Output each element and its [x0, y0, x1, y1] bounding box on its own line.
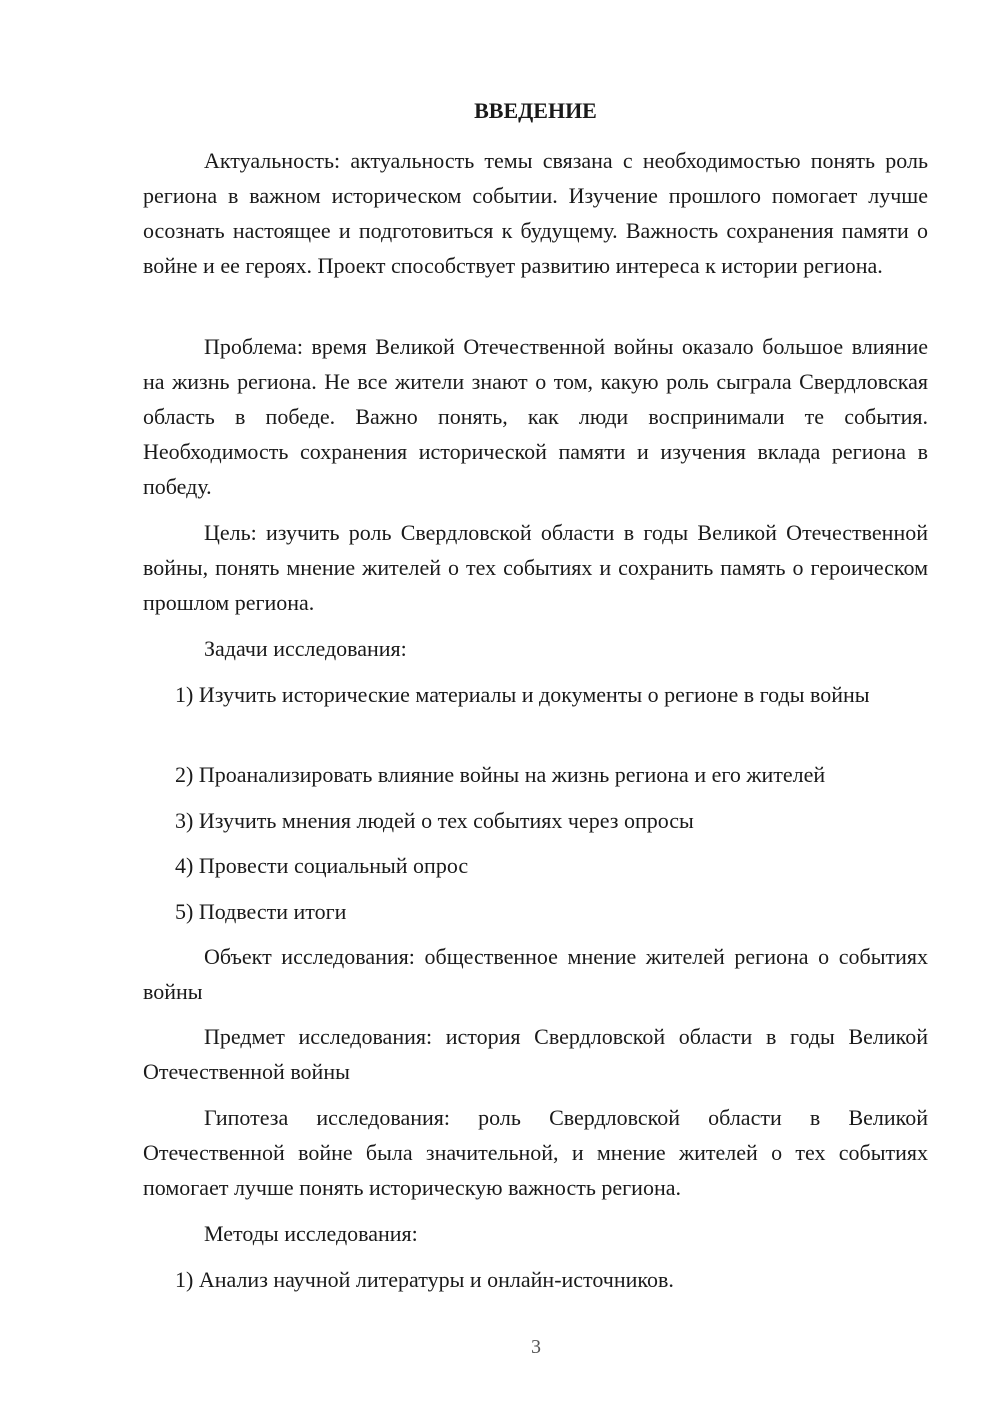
goal-paragraph: Цель: изучить роль Свердловской области в годы Великой Отечественной войны, понять мнение жителей о тех событиях и сохранить память о героическом прошлом региона.	[143, 520, 928, 615]
tasks-heading: Задачи исследования:	[204, 636, 407, 661]
page-title: ВВЕДЕНИЕ	[474, 98, 597, 123]
task-item-4: 4) Провести социальный опрос	[175, 853, 469, 878]
task-item-2: 2) Проанализировать влияние войны на жизнь региона и его жителей	[175, 762, 826, 787]
task-item-1: 1) Изучить исторические материалы и документы о регионе в годы войны	[175, 682, 870, 707]
object-paragraph: Объект исследования: общественное мнение жителей региона о событиях войны	[143, 944, 928, 1004]
method-item-1: 1) Анализ научной литературы и онлайн-источников.	[175, 1267, 674, 1292]
relevance-paragraph: Актуальность: актуальность темы связана с необходимостью понять роль региона в важном историческом событии. Изучение прошлого помогает лучше осознать настоящее и подготовиться к будущему. Важность сохранения памяти о войне и ее героях. Проект способствует развитию интереса к истории региона.	[143, 148, 928, 278]
problem-paragraph: Проблема: время Великой Отечественной войны оказало большое влияние на жизнь региона. Не все жители знают о том, какую роль сыграла Свердловская область в победе. Важно понять, как люди воспринимали те события. Необходимость сохранения исторической памяти и изучения вклада региона в победу.	[143, 334, 928, 499]
task-item-3: 3) Изучить мнения людей о тех событиях через опросы	[175, 808, 694, 833]
subject-paragraph: Предмет исследования: история Свердловской области в годы Великой Отечественной войны	[143, 1024, 928, 1084]
page-number: 3	[531, 1336, 541, 1358]
methods-heading: Методы исследования:	[204, 1221, 418, 1246]
task-item-5: 5) Подвести итоги	[175, 899, 347, 924]
hypothesis-paragraph: Гипотеза исследования: роль Свердловской области в Великой Отечественной войне была значительной, и мнение жителей о тех событиях помогает лучше понять историческую важность региона.	[143, 1105, 928, 1200]
